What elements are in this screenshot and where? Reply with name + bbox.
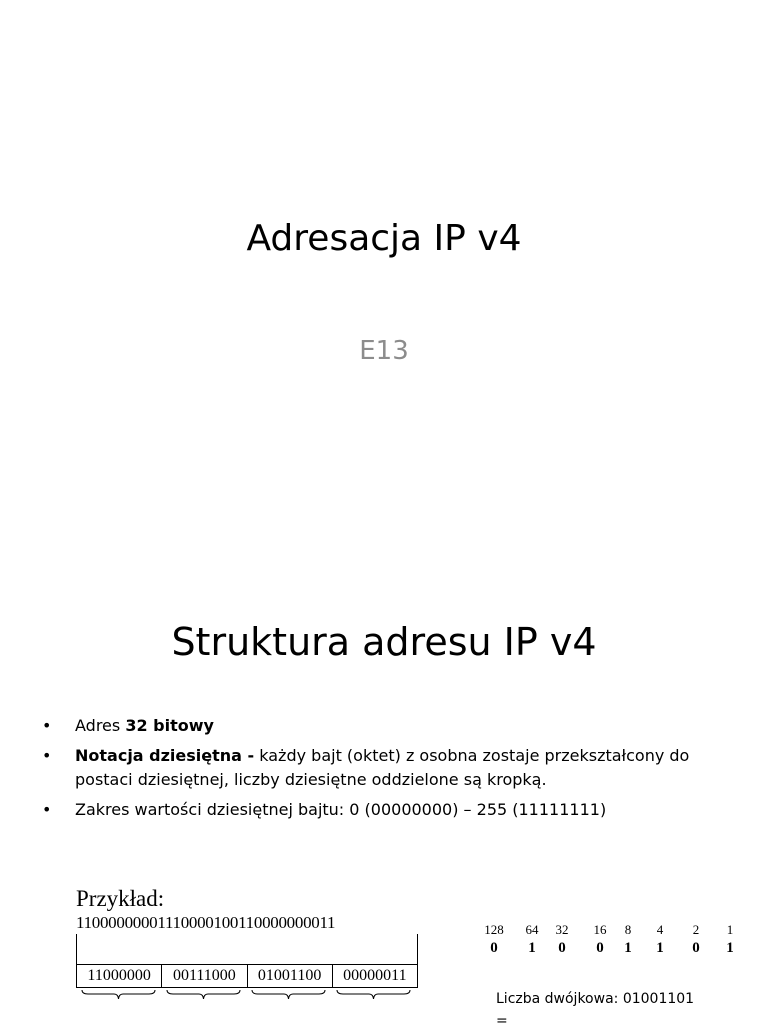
bit-value: 1 (656, 940, 664, 956)
bullet-item (40, 744, 740, 792)
octet-box: 00111000 (162, 965, 247, 987)
bit-value: 1 (624, 940, 632, 956)
bit-value: 0 (558, 940, 566, 956)
bullet-text: Adres (75, 716, 126, 735)
binary-caption (496, 988, 694, 1032)
octet-boxes (76, 964, 418, 988)
octet-braces (76, 988, 416, 1002)
weight-value: 16 (593, 922, 607, 937)
example-title: Przykład: (76, 886, 165, 911)
octet-box: 01001100 (248, 965, 333, 987)
weight-value: 128 (484, 922, 504, 937)
weight-value: 64 (525, 922, 539, 937)
brace-icon (331, 988, 416, 1002)
binary-caption-line: Liczba dwójkowa: 01001101 (496, 991, 695, 1007)
bullet-text: każdy bajt (oktet) z osobna zostaje przekształcony do postaci dziesiętnej, liczby dziesiętne oddzielone są kropką. (75, 746, 690, 789)
slide-title: Adresacja IP v4 (246, 218, 522, 259)
slide-subtitle: E13 (359, 336, 409, 366)
example-binary-string: 11000000001110000100110000000011 (76, 913, 336, 932)
bit-value: 1 (726, 940, 734, 956)
brace-icon (161, 988, 246, 1002)
brace-icon (246, 988, 331, 1002)
bullet-bold-text: 32 bitowy (125, 716, 214, 735)
weight-value: 2 (692, 922, 700, 937)
bit-value: 0 (596, 940, 604, 956)
bit-value: 0 (692, 940, 700, 956)
weight-value: 32 (555, 922, 569, 937)
bullet-text: Zakres wartości dziesiętnej bajtu: 0 (00000000) – 255 (11111111) (75, 800, 607, 819)
bullet-list (40, 714, 740, 828)
binary-caption-line: = (496, 1013, 508, 1029)
weight-value: 4 (656, 922, 664, 937)
content-slide (0, 576, 768, 1029)
slide-title: Struktura adresu IP v4 (171, 620, 597, 664)
bit-weights-table (484, 922, 744, 958)
bullet-bold-text: Notacja dziesiętna - (75, 746, 255, 765)
weight-value: 8 (624, 922, 632, 937)
bullet-item (40, 798, 740, 822)
weights-row (484, 922, 744, 940)
bullet-item (40, 714, 740, 738)
brace-icon (76, 988, 161, 1002)
bit-value: 0 (490, 940, 498, 956)
example-figure (76, 886, 436, 1002)
bits-row (488, 940, 744, 958)
weight-value: 1 (726, 922, 734, 937)
bit-value: 1 (528, 940, 536, 956)
octet-box: 11000000 (77, 965, 162, 987)
octet-box: 00000011 (343, 967, 407, 984)
